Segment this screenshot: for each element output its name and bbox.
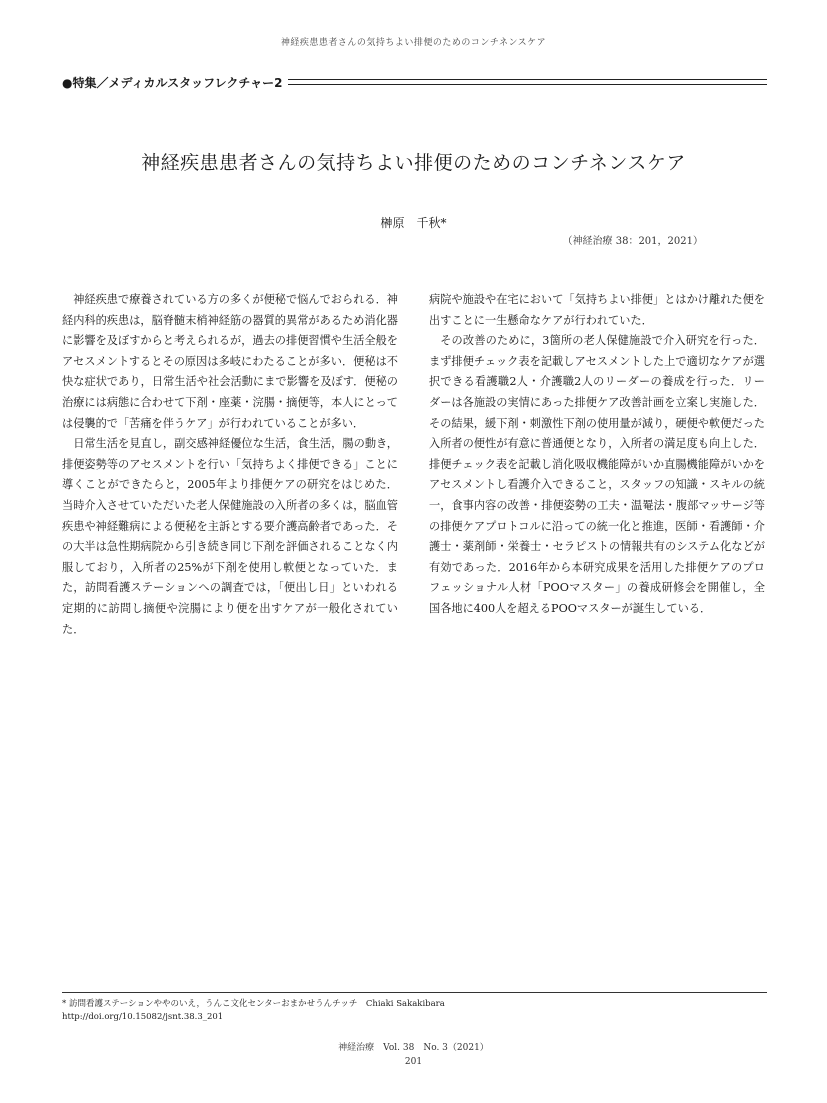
article-title: 神経疾患患者さんの気持ちよい排便のためのコンチネンスケア [141,152,686,174]
paragraph: 神経疾患で療養されている方の多くが便秘で悩んでおられる．神経内科的疾患は，脳脊髄末梢神経筋の器質的異常があるため消化器に影響を及ぼすからと考えられるが，過去の排便習慣や生活全般をアセスメントするとその原因は多岐にわたることが多い．便秘は不快な症状であり，日常生活や社会活動にまで影響を及ぼす．便秘の治療には病態に合わせて下剤・座薬・浣腸・摘便等，本人にとっては侵襲的で「苦痛を伴うケア」が行われていることが多い． [62,293,398,430]
citation: （神経治療 38：201，2021） [562,236,703,247]
paragraph: その改善のために，3箇所の老人保健施設で介入研究を行った．まず排便チェック表を記載しアセスメントした上で適切なケアが選択できる看護職2人・介護職2人のリーダーの養成を行った．リーダーは各施設の実情にあった排便ケア改善計画を立案し実施した．その結果，緩下剤・刺激性下剤の使用量が減り，硬便や軟便だった入所者の便性が有意に普通便となり，入所者の満足度も向上した．排便チェック表を記載し消化吸収機能障がいか直腸機能障がいかをアセスメントし看護介入できること，スタッフの知識・スキルの統一，食事内容の改善・排便姿勢の工夫・温罨法・腹部マッサージ等の排便ケアプロトコルに沿っての統一化と推進，医師・看護師・介護士・薬剤師・栄養士・セラピストの情報共有のシステム化などが有効であった．2016年から本研究成果を活用した排便ケアのプロフェッショナル人材「POOマスター」の養成研修会を開催し，全国各地に400人を超えるPOOマスターが誕生している． [429,334,765,615]
section-rule [288,79,767,85]
doi-link[interactable]: http://doi.org/10.15082/jsnt.38.3_201 [62,1012,224,1022]
paragraph-continued: 病院や施設や在宅において「気持ちよい排便」とはかけ離れた便を出すことに一生懸命なケアが行われていた． [429,293,765,327]
left-column [62,290,398,640]
section-label: ●特集／メディカルスタッフレクチャー2 [62,75,283,90]
page-number: 201 [404,1057,423,1067]
journal-footer: 神経治療 Vol. 38 No. 3（2021） [338,1043,489,1053]
author-affiliation-footnote: * 訪問看護ステーションややのいえ，うんこ文化センターおまかせうんチッチ Chiaki Sakakibara [62,999,445,1009]
paragraph: 日常生活を見直し，副交感神経優位な生活，食生活，腸の動き，排便姿勢等のアセスメントを行い「気持ちよく排便できる」ことに導くことができたらと，2005年より排便ケアの研究をはじめた．当時介入させていただいた老人保健施設の入所者の多くは，脳血管疾患や神経難病による便秘を主訴とする要介護高齢者であった．その大半は急性期病院から引き続き同じ下剤を評価されることなく内服しており，入所者の25%が下剤を使用し軟便となっていた．また，訪問看護ステーションへの調査では，「便出し日」といわれる定期的に訪問し摘便や浣腸により便を出すケアが一般化されていた． [62,437,398,636]
author-name: 榊原 千秋* [380,216,447,230]
right-column [429,290,765,620]
section-header [62,74,767,90]
footnote-rule [62,992,767,993]
running-head: 神経疾患患者さんの気持ちよい排便のためのコンチネンスケア [280,38,547,48]
